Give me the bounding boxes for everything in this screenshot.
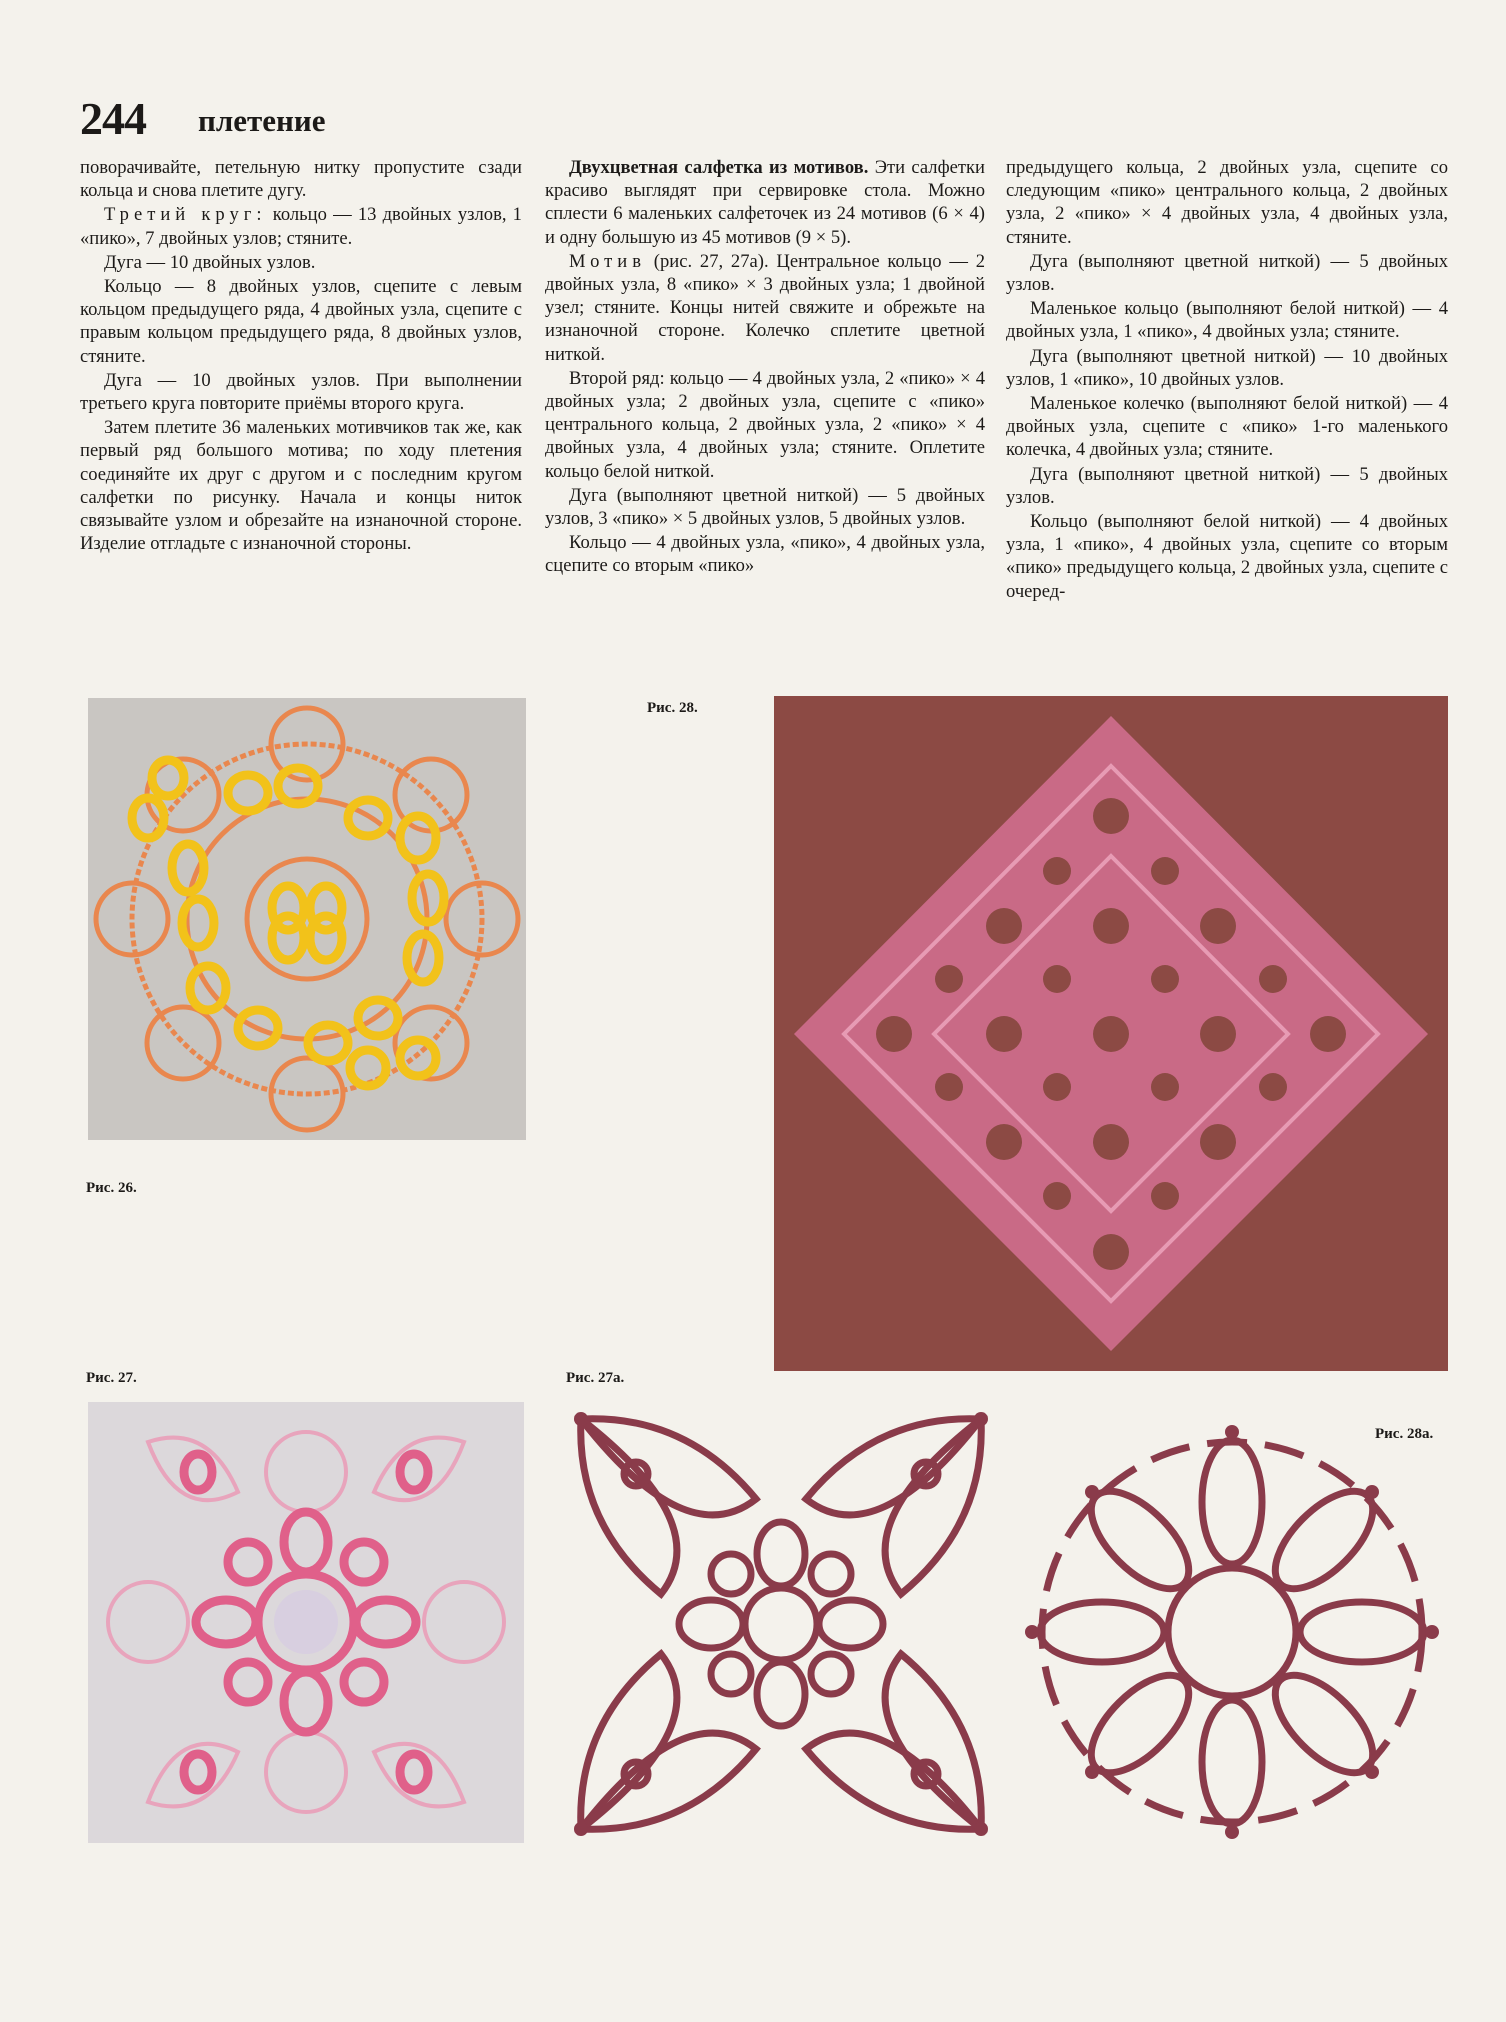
paragraph: предыдущего кольца, 2 двойных узла, сцепите со следующим «пико» центрального кольца, 2 двойных узла, 2 «пико» × 4 двойных узла, 4 двойных узла, стяните. bbox=[1006, 157, 1448, 248]
paragraph: Второй ряд: кольцо — 4 двойных узла, 2 «пико» × 4 двойных узла; 2 двойных узла, сцепите с «пико» центрального кольца, 2 двойных узла, 2 «пико» × 4 двойных узла, 4 двойных узла; стяните. Оплетите кольцо белой ниткой. bbox=[545, 367, 985, 482]
paragraph: Дуга — 10 двойных узлов. При выполнении третьего круга повторите приёмы второго круга. bbox=[80, 369, 522, 415]
paragraph: Маленькое колечко (выполняют белой ниткой) — 4 двойных узла, сцепите с «пико» 1-го маленького колечка, 4 двойных узла; стяните. bbox=[1006, 393, 1448, 461]
paragraph: Дуга (выполняют цветной ниткой) — 5 двойных узлов. bbox=[1006, 250, 1448, 296]
figure-27-caption: Рис. 27. bbox=[86, 1370, 137, 1386]
paragraph: Дуга (выполняют цветной ниткой) — 5 двойных узлов. bbox=[1006, 463, 1448, 508]
paragraph: Кольцо — 8 двойных узлов, сцепите с левым кольцом предыдущего ряда, 4 двойных узла, сцепите с правым кольцом предыдущего ряда, 8 двойных узлов, стяните. bbox=[80, 276, 522, 367]
page-number: 244 bbox=[80, 93, 146, 144]
square-motif-diagram bbox=[566, 1404, 996, 1844]
paragraph: Дуга (выполняют цветной ниткой) — 5 двойных узлов, 3 «пико» × 5 двойных узлов, 5 двойных узлов. bbox=[545, 484, 985, 530]
paragraph: Кольцо — 4 двойных узла, «пико», 4 двойных узла, сцепите со вторым «пико» bbox=[545, 532, 985, 577]
paragraph bbox=[80, 203, 522, 249]
article-heading: Двухцветная салфетка из мотивов. bbox=[569, 157, 869, 178]
motif-label: Мотив bbox=[569, 250, 646, 272]
figure-28a-caption: Рис. 28а. bbox=[1375, 1426, 1434, 1442]
figure-28a-diagram bbox=[1020, 1410, 1450, 1850]
round-text: кольцо — 13 двойных узлов, 1 «пико», 7 двойных узлов; стяните. bbox=[80, 204, 522, 249]
paragraph bbox=[545, 250, 985, 366]
paragraph: Маленькое кольцо (выполняют белой ниткой) — 4 двойных узла, 1 «пико», 4 двойных узла; стяните. bbox=[1006, 298, 1448, 343]
figure-28-caption: Рис. 28. bbox=[647, 700, 698, 716]
square-motif-pink-image bbox=[88, 1402, 524, 1843]
figure-27-photo bbox=[88, 1402, 524, 1843]
text-column-2 bbox=[545, 156, 985, 579]
page-header bbox=[80, 92, 325, 152]
article-intro: Эти салфетки красиво выглядят при сервировке стола. Можно сплести 6 маленьких салфеточек из 24 мотивов (6 × 4) и одну большую из 45 мотивов (9 × 5). bbox=[545, 157, 985, 248]
paragraph: Дуга (выполняют цветной ниткой) — 10 двойных узлов, 1 «пико», 10 двойных узлов. bbox=[1006, 345, 1448, 390]
paragraph bbox=[545, 156, 985, 249]
figure-27a-caption: Рис. 27а. bbox=[566, 1370, 625, 1386]
paragraph: Дуга — 10 двойных узлов. bbox=[104, 251, 316, 273]
paragraph: поворачивайте, петельную нитку пропустите сзади кольца и снова плетите дугу. bbox=[80, 157, 522, 202]
round-label: Третий круг: bbox=[104, 204, 267, 226]
text-column-1 bbox=[80, 156, 522, 556]
round-motif-diagram bbox=[1020, 1410, 1450, 1850]
doily-orange-yellow-image bbox=[88, 698, 526, 1140]
motif-text: (рис. 27, 27а). Центральное кольцо — 2 двойных узла, 8 «пико» × 3 двойных узла; 1 двойной узел; стяните. Концы нитей свяжите и обрежьте на изнаночной стороне. Колечко сплетите цветной ниткой. bbox=[545, 250, 985, 365]
text-column-3 bbox=[1006, 156, 1448, 604]
paragraph: Кольцо (выполняют белой ниткой) — 4 двойных узла, 1 «пико», 4 двойных узла, сцепите со вторым «пико» предыдущего кольца, 2 двойных узла, сцепите с очеред- bbox=[1006, 511, 1448, 602]
figure-28-photo bbox=[774, 696, 1448, 1371]
section-title: плетение bbox=[198, 103, 326, 138]
figure-26-photo bbox=[88, 698, 526, 1140]
figure-26-caption: Рис. 26. bbox=[86, 1180, 137, 1196]
doily-pink-large-image bbox=[774, 696, 1448, 1371]
paragraph: Затем плетите 36 маленьких мотивчиков так же, как первый ряд большого мотива; по ходу плетения соединяйте их друг с другом и с последним кругом салфетки по рисунку. Начала и концы ниток связывайте узлом и обрезайте на изнаночной стороне. Изделие отгладьте с изнаночной стороны. bbox=[80, 417, 522, 555]
figure-27a-diagram bbox=[566, 1404, 996, 1844]
